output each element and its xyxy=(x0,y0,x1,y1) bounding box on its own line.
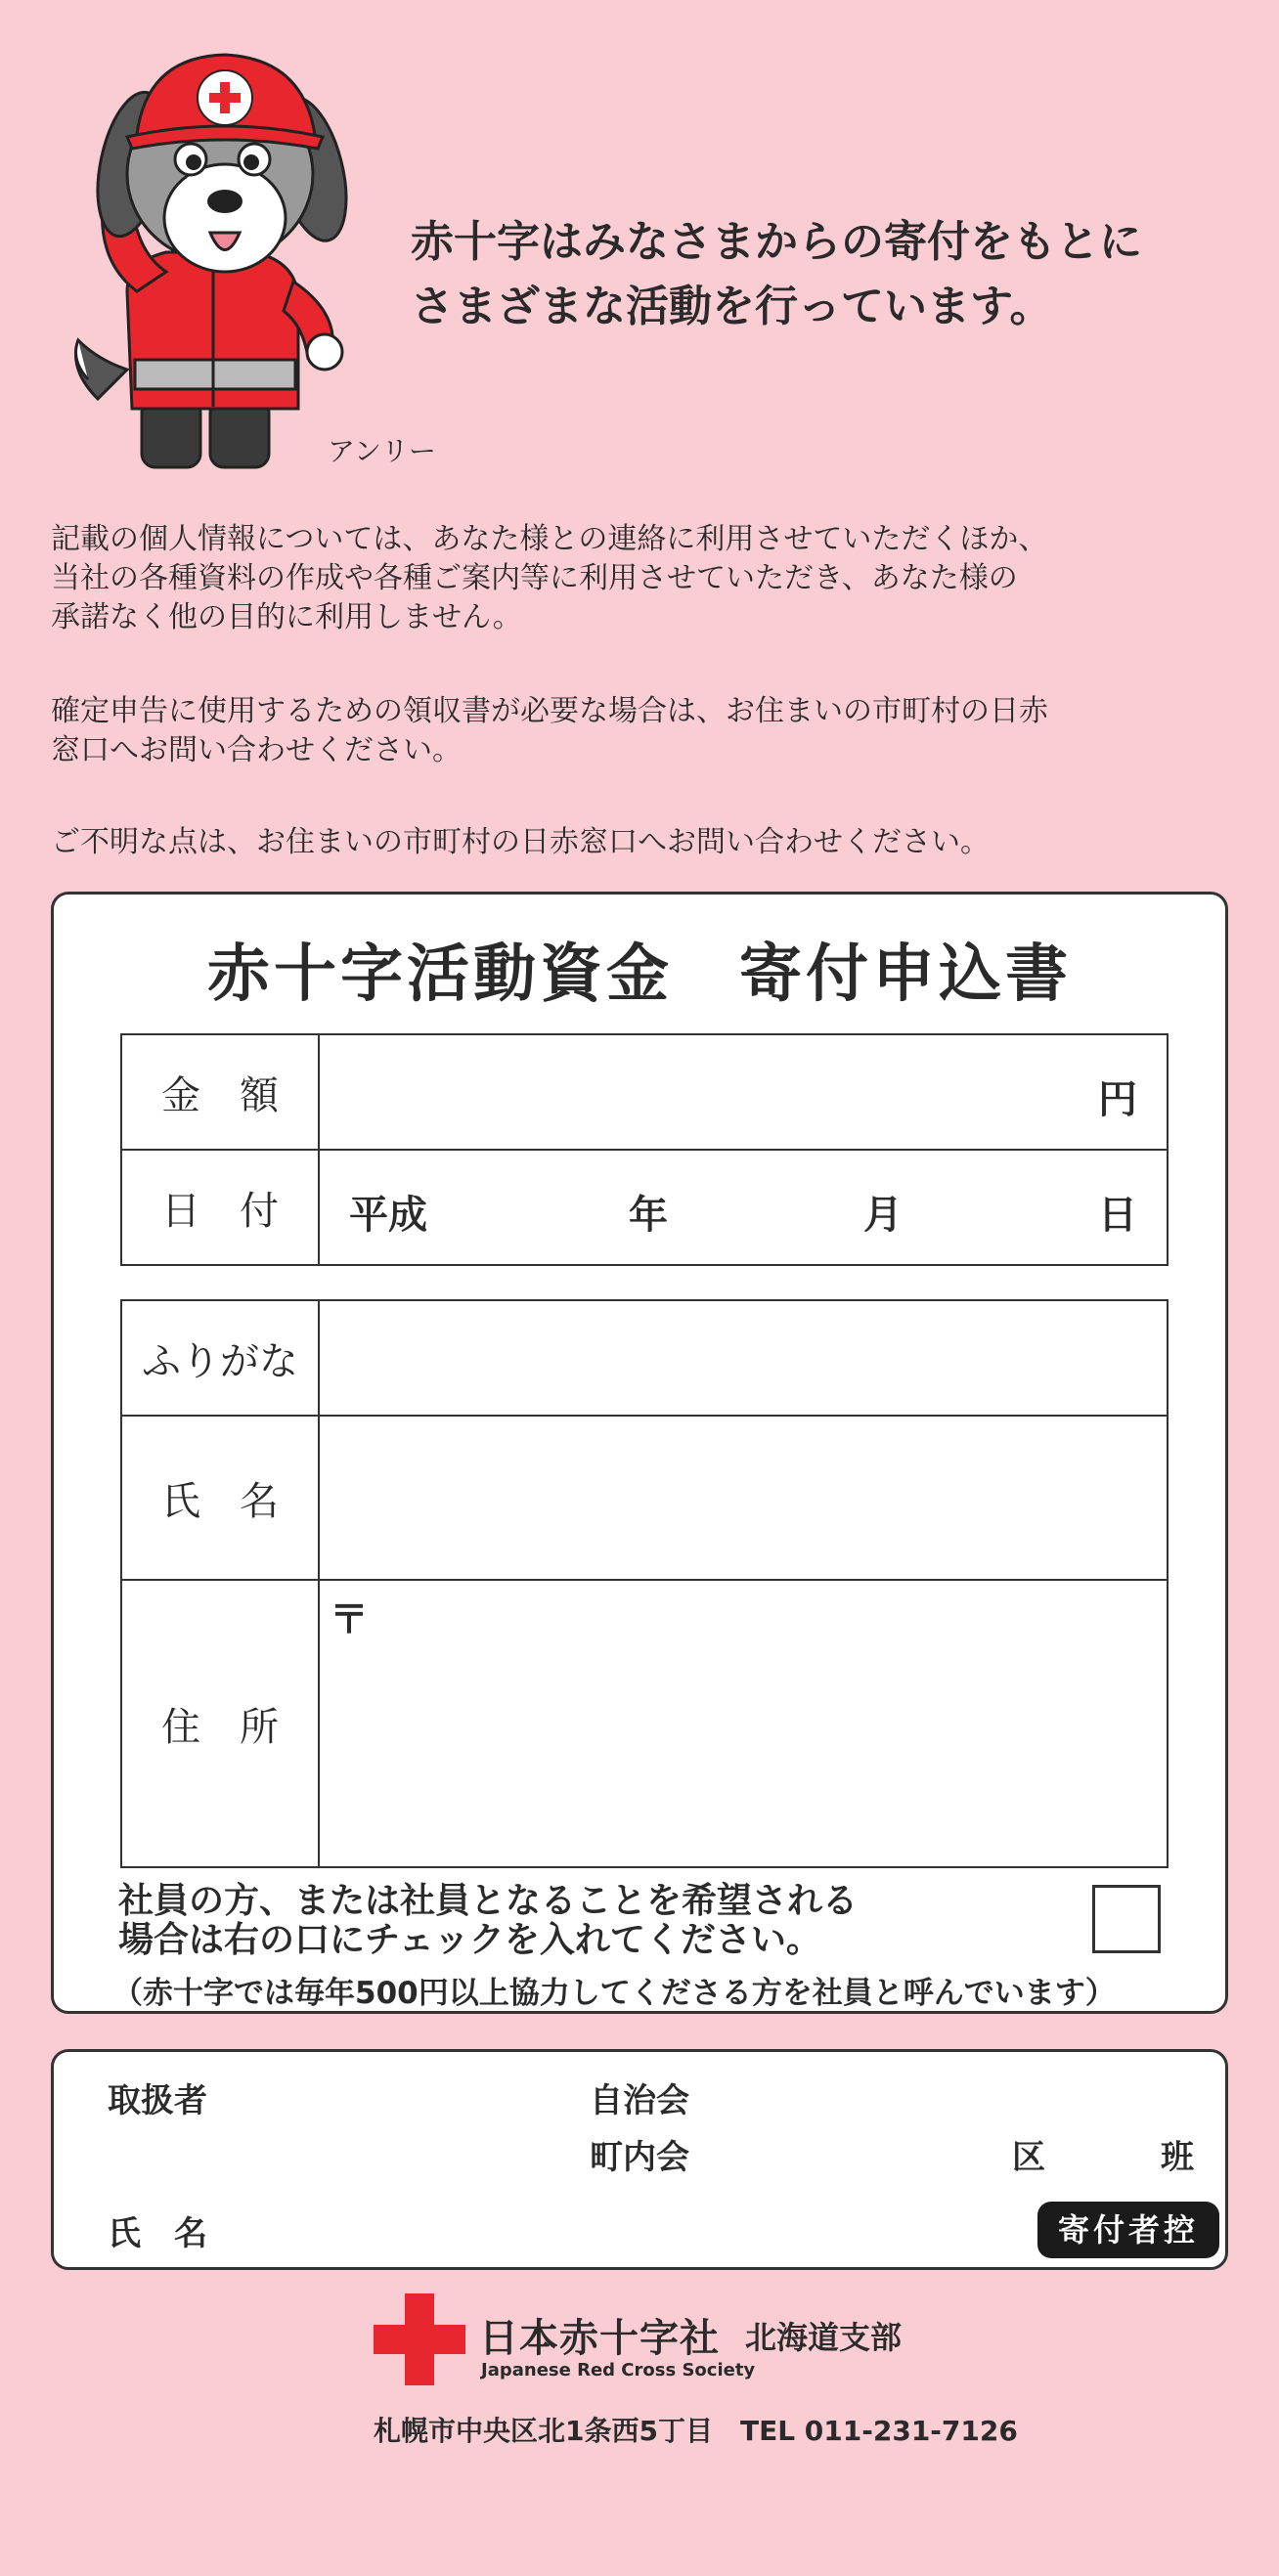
furigana-label: ふりがな xyxy=(121,1300,319,1416)
privacy-line: 当社の各種資料の作成や各種ご案内等に利用させていただき、あなた様の xyxy=(51,561,1018,595)
member-instruction xyxy=(118,1882,858,1960)
mascot-name: アンリー xyxy=(328,435,436,467)
amount-unit: 円 xyxy=(1098,1077,1137,1122)
headline xyxy=(411,210,1142,339)
amount-date-table xyxy=(120,1033,1169,1266)
postal-mark: 〒 xyxy=(330,1597,369,1642)
handler-name-label: 氏 名 xyxy=(108,2214,207,2253)
address-field[interactable] xyxy=(319,1580,1168,1867)
amount-field[interactable] xyxy=(319,1034,1168,1150)
ku-label: 区 xyxy=(1012,2138,1045,2177)
privacy-line: 記載の個人情報については、あなた様との連絡に利用させていただくほか、 xyxy=(51,522,1048,556)
chonaikai-label: 町内会 xyxy=(590,2138,689,2177)
donation-form xyxy=(51,892,1228,2014)
address-label: 住 所 xyxy=(121,1580,319,1867)
receipt-notice xyxy=(51,692,1234,770)
date-era: 平成 xyxy=(349,1193,427,1238)
name-label: 氏 名 xyxy=(121,1416,319,1580)
form-title: 赤十字活動資金 寄付申込書 xyxy=(207,939,1072,1011)
org-name-en: Japanese Red Cross Society xyxy=(481,2360,756,2380)
member-line-2: 場合は右の口にチェックを入れてください。 xyxy=(118,1920,821,1960)
org-name: 日本赤十字社 xyxy=(479,2316,720,2361)
date-year: 年 xyxy=(629,1193,668,1238)
privacy-line: 承諾なく他の目的に利用しません。 xyxy=(51,600,522,634)
red-cross-icon xyxy=(374,2293,465,2385)
org-address: 札幌市中央区北1条西5丁目 TEL 011-231-7126 xyxy=(374,2415,1018,2447)
furigana-field[interactable] xyxy=(319,1300,1168,1416)
headline-line-2: さまざまな活動を行っています。 xyxy=(411,282,1053,331)
mascot-illustration xyxy=(59,47,372,477)
inquiry-notice: ご不明な点は、お住まいの市町村の日赤窓口へお問い合わせください。 xyxy=(51,825,990,859)
headline-line-1: 赤十字はみなさまからの寄付をもとに xyxy=(411,217,1142,267)
handler-section xyxy=(51,2049,1228,2270)
date-label: 日 付 xyxy=(121,1150,319,1265)
han-label: 班 xyxy=(1161,2138,1194,2177)
privacy-notice xyxy=(51,520,1234,637)
date-field[interactable] xyxy=(319,1150,1168,1265)
receipt-line: 確定申告に使用するための領収書が必要な場合は、お住まいの市町村の日赤 xyxy=(51,694,1048,728)
handler-label: 取扱者 xyxy=(108,2081,207,2120)
name-field[interactable] xyxy=(319,1416,1168,1580)
member-note: （赤十字では毎年500円以上協力してくださる方を社員と呼んでいます） xyxy=(112,1976,1116,2011)
receipt-line: 窓口へお問い合わせください。 xyxy=(51,733,462,767)
date-month: 月 xyxy=(863,1193,903,1238)
date-day: 日 xyxy=(1098,1193,1137,1238)
jichikai-label: 自治会 xyxy=(590,2081,689,2120)
amount-label: 金 額 xyxy=(121,1034,319,1150)
member-checkbox[interactable] xyxy=(1092,1885,1161,1953)
branch-name: 北海道支部 xyxy=(745,2319,903,2356)
member-line-1: 社員の方、または社員となることを希望される xyxy=(118,1881,859,1921)
donor-copy-badge: 寄付者控 xyxy=(1037,2202,1219,2258)
personal-info-table xyxy=(120,1299,1169,1868)
